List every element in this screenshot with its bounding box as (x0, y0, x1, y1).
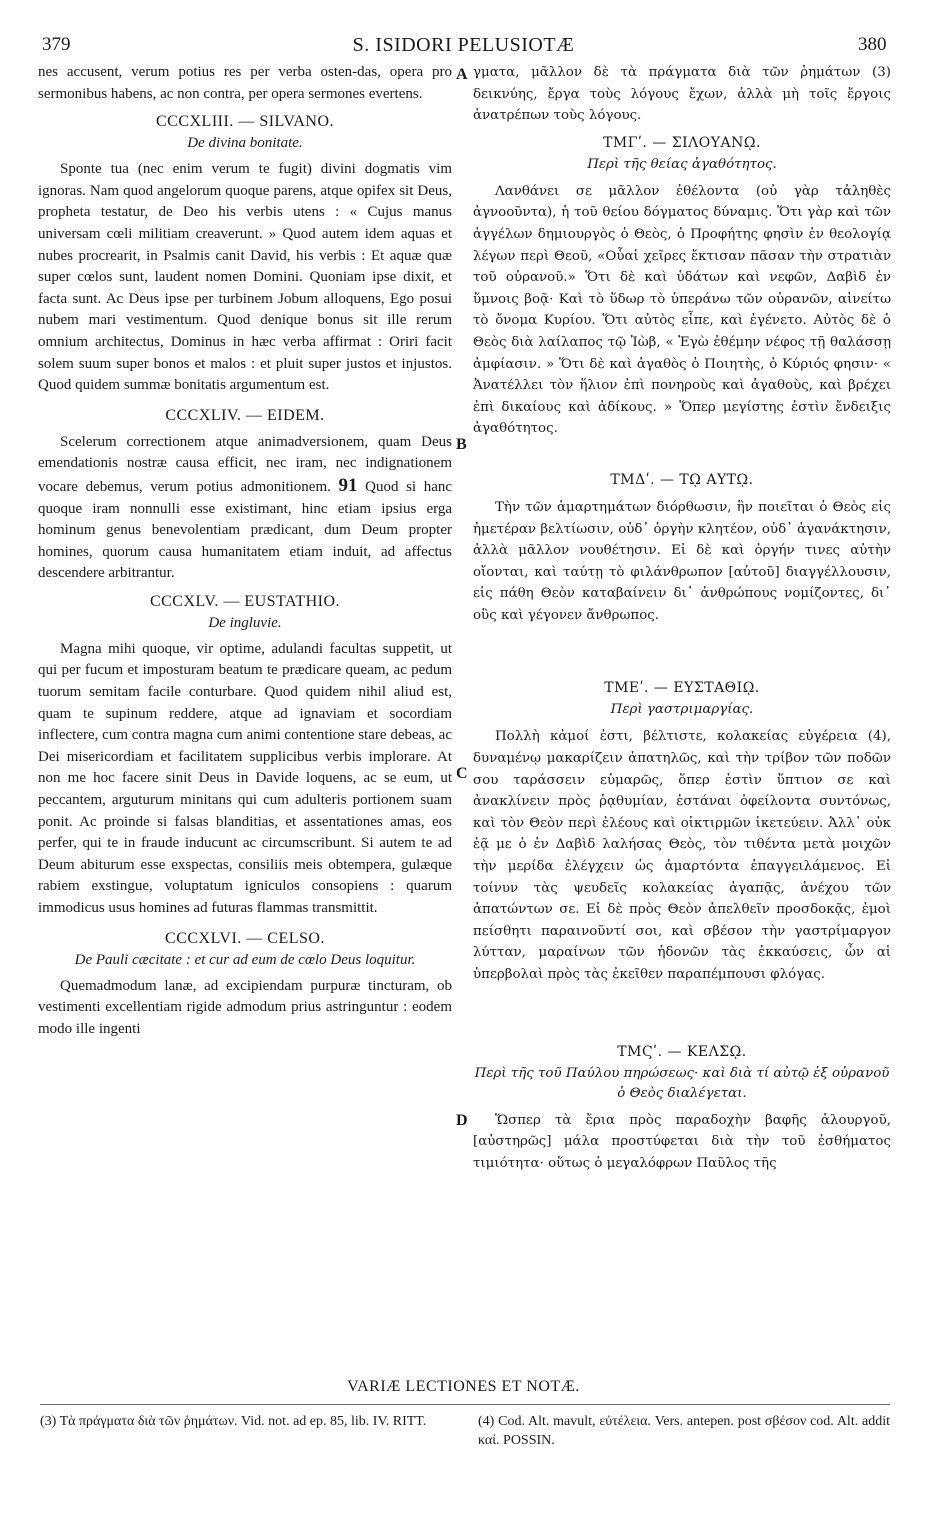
latin-epistle-345-subtitle: De ingluvie. (208, 614, 282, 631)
greek-epistle-346-title: ΤΜϚʹ. — ΚΕΛΣῼ. (617, 1043, 747, 1060)
notes-title: VARIÆ LECTIONES ET NOTÆ. (347, 1378, 580, 1395)
latin-epistle-346-text: Quemadmodum lanæ, ad excipiendam purpuræ tincturam, ob vestimenti excellentiam rigide admodum prius astringuntur : eodem modo ille ingenti (38, 977, 452, 1037)
greek-epistle-345-text: Πολλὴ κἀμοί ἐστι, βέλτιστε, κολακείας εὐγέρεια (4), δυναμένῳ μακαρίζειν ἀπατηλῶς, καὶ τὴν τρίβον τῶν ποδῶν σου ταράσσειν εὐμαρῶς, ὅπερ ἐστὶν ὕπτιον σε καὶ ἀνακλίνειν πρὸς ῥᾳθυμίαν, ἑστάναι ὀφείλοντα συντόνως, καὶ τὸν Θεὸν περὶ ἐλέους καὶ οἰκτιρμῶν ἱκετεύειν. Ἀλλ᾽ οὐκ ἐᾷ με ὁ ἐν Δαβὶδ λαλήσας Θεὸς, τὸν τιθέντα μετὰ μοιχῶν τὴν μερίδα ἐλέγχειν ὡς ἁμαρτόντα ἐπαγγειλάμενος. Εἰ τοίνυν τὰς ψευδεῖς κολακείας ἀγαπᾷς, ἀνέχου τῶν ἀπατώντων σε. Εἰ δὲ πρὸς Θεὸν ἀπελθεῖν προσδοκᾷς, ἐμοὶ πείσθητι παραινοῦντί σοι, καὶ σβέσον τὴν γαστρίμαργον λύτταν, μαραίνων τῶν ἡδονῶν τὰς ἐκκαύσεις, ὧν αἱ ὑπερβολαὶ πρὸς τὰς ἐκεῖθεν παραπέμπουσι φλόγας. (473, 729, 891, 982)
latin-epistle-345-text: Magna mihi quoque, vir optime, adulandi facultas suppetit, ut qui per fucum et imposturam beatum te prædicare queam, ac pedum tuorum semitam facile conturbare. Quod quidem nihil aliud est, quam te supinum reddere, atque ad ignaviam et socordiam inflectere, cum contra magna cum animi contentione stare debeas, ac Dei misericordiam et facilitatem supplicibus verbis implorare. At non me hoc facere sinit Deus in Davide loquens, ac se eum, ut peccantem, arguturum minitans qui cum adulteris portionem suam ponit. Ac proinde si falsas blanditias, et assentationes amas, eos perfer, qui te in fraude inducunt ac circumscribunt. Si autem te ad Deum abiturum esse exspectas, consiliis meis obtempera, gulæque rabiem exstingue, voluptatum igniculos consopiens : quarum immodicus usus homines ad futuras flammas transmittit. (38, 640, 452, 916)
greek-intro: γματα, μᾶλλον δὲ τὰ πράγματα διὰ τῶν ῥημάτων (3) δεικνύης, ἔργα τοὺς λόγους ἔχων, ἀλλὰ μὴ τοῖς ἔργοις ἀνατρέπων τοὺς λόγους. (473, 65, 891, 124)
latin-epistle-344-text (38, 432, 452, 585)
page-number-right: 380 (858, 34, 887, 55)
greek-epistle-346-text: Ὥσπερ τὰ ἔρια πρὸς παραδοχὴν βαφῆς ἁλουργοῦ, [αὐστηρῶς] μάλα προστύφεται διὰ τὴν τοῦ ἐσθήματος τιμιότητα· οὕτως ὁ μεγαλόφρων Παῦλος τῆς (473, 1112, 891, 1171)
greek-column (473, 62, 891, 1174)
margin-marker-c: C (456, 765, 468, 782)
greek-epistle-344-title: ΤΜΔʹ. — Τῼ ΑΥΤῼ. (610, 471, 754, 488)
greek-epistle-344-text: Τὴν τῶν ἁμαρτημάτων διόρθωσιν, ἣν ποιεῖται ὁ Θεὸς εἰς ἡμετέραν βελτίωσιν, οὐδ᾽ ὀργὴν κλητέον, οὐδ᾽ ἀγανάκτησιν, ἀλλὰ μᾶλλον νουθέτησιν. Εἰ δὲ καὶ ὀργήν τινες αὐτὴν οἴονται, καὶ ταύτῃ τὸ φιλάνθρωπον [αὐτοῦ] διαγγέλλουσιν, εἰς πάθη Θεὸν καταβαίνειν δι᾽ ἀνθρώπους νομίζοντες, δι᾽ οὓς καὶ γέγονεν ἄνθρωπος. (473, 499, 891, 623)
latin-epistle-343-title: CCCXLIII. — SILVANO. (155, 113, 334, 131)
notes-divider (40, 1404, 890, 1405)
latin-epistle-344-text-b: Quod si hanc quoque iram nonnulli esse existimant, hinc etiam ipsius erga hominum genus benevolentiam prædicant, dum Deum propter homines, quorum causa humanitatem etiam induit, ad affectus descendere arbitrantur. (38, 478, 453, 582)
latin-epistle-343-text: Sponte tua (nec enim verum te fugit) divini dogmatis vim ignoras. Nam quod angelorum quoque parens, atque opifex sit Deus, propheta testatur, de Deo his verbis utens : « Cujus manus universam cœli militiam creaverunt. » Quod autem idem aquas et nubes procrearit, in Psalmis canit David, his verbis : Et aquæ quæ super cœlos sunt, laudent nomen Domini. Quoniam ipse dixit, et facta sunt. Ac Deus ipse per turbinem Jobum alloquens, Ego posui nubem mari vestimentum. Quod denique bonus sit ille rerum omnium architectus, Dominus in hæc verba affirmat : Oriri facit solem suum super bonos et malos : et pluit super justos et injustos. Quod quidem summæ bonitatis argumentum est. (38, 161, 452, 394)
latin-epistle-344-text-a: Scelerum correctionem atque animadversionem, quam Deus emendationis nostræ causa efficit, nec iram, nec indignationem vocare debemus, verum potius admonitionem. (38, 433, 452, 495)
note-left: (3) Τὰ πράγματα διὰ τῶν ῥημάτων. Vid. not. ad ep. 85, lib. IV. RITT. (40, 1414, 427, 1429)
column-number: 91 (338, 474, 358, 496)
latin-column (38, 62, 452, 1040)
greek-epistle-343-title: ΤΜΓʹ. — ΣΙΛΟΥΑΝῼ. (603, 134, 761, 151)
latin-epistle-346-subtitle: De Pauli cæcitate : et cur ad eum de cœlo Deus loquitur. (74, 951, 416, 968)
running-title: S. ISIDORI PELUSIOTÆ (352, 34, 575, 56)
greek-epistle-346-subtitle: Περὶ τῆς τοῦ Παύλου πηρώσεως· καὶ διὰ τί αὐτῷ ἐξ οὐρανοῦ ὁ Θεὸς διαλέγεται. (474, 1065, 890, 1101)
greek-epistle-345-title: ΤΜΕʹ. — ΕΥΣΤΑΘΙῼ. (604, 680, 760, 697)
margin-marker-a: A (456, 66, 468, 83)
latin-epistle-343-subtitle: De divina bonitate. (187, 135, 303, 152)
greek-epistle-345-subtitle: Περὶ γαστριμαργίας. (610, 702, 754, 718)
greek-epistle-343-text: Λανθάνει σε μᾶλλον ἐθέλοντα (οὐ γὰρ τἀληθὲς ἀγνοοῦντα), ἡ τοῦ θείου δόγματος δύναμις. Ὅτι γὰρ καὶ τῶν ἀγγέλων δημιουργὸς ὁ Θεὸς, ὁ Προφήτης φησὶν ἐν θεολογίᾳ λέγων περὶ Θεοῦ, «Οὗαἱ χεῖρες ἔκτισαν πᾶσαν τὴν στρατιὰν τοῦ οὐρανοῦ.» Ὅτι δὲ καὶ ὑδάτων καὶ νεφῶν, Δαβὶδ ἐν ὕμνοις βοᾷ· Καὶ τὸ ὕδωρ τὸ ὑπεράνω τῶν οὐρανῶν, αἰνείτω τὸ ὄνομα Κυρίου. Ὅτι αὐτὸς εἶπε, καὶ ἐγένετο. Αὐτὸς δὲ ὁ Θεὸς διὰ λαίλαπος τῷ Ἰὼβ, « Ἐγὼ ἐθέμην νέφος τῇ θαλάσσῃ ἀμφίασιν. » Ὅτι δὲ καὶ ἀγαθὸς ὁ Ποιητὴς, ὁ Κύριός φησιν· « Ἀνατέλλει τὸν ἥλιον ἐπὶ πονηροὺς καὶ ἀγαθοὺς, καὶ βρέχει ἐπὶ δικαίους καὶ ἀδίκους. » Ὅπερ μεγίστης ἐστὶν ἔνδειξις ἀγαθότητος. (473, 183, 891, 437)
latin-intro: nes accusent, verum potius res per verba osten-das, opera pro sermonibus habens, ac non contra, per opera sermones evertens. (38, 64, 452, 102)
greek-epistle-343-subtitle: Περὶ τῆς θείας ἀγαθότητος. (587, 156, 777, 172)
page-header (0, 34, 927, 58)
note-right: (4) Cod. Alt. mavult, εὐτέλεια. Vers. antepen. post σβέσον cod. Alt. addit καί. POSSIN. (478, 1414, 890, 1448)
margin-marker-d: D (456, 1112, 468, 1129)
latin-epistle-344-title: CCCXLIV. — EIDEM. (165, 406, 325, 424)
latin-epistle-346-title: CCCXLVI. — CELSO. (165, 929, 325, 947)
latin-epistle-345-title: CCCXLV. — EUSTATHIO. (149, 592, 341, 610)
page-number-left: 379 (42, 34, 71, 55)
margin-marker-b: B (456, 436, 467, 453)
